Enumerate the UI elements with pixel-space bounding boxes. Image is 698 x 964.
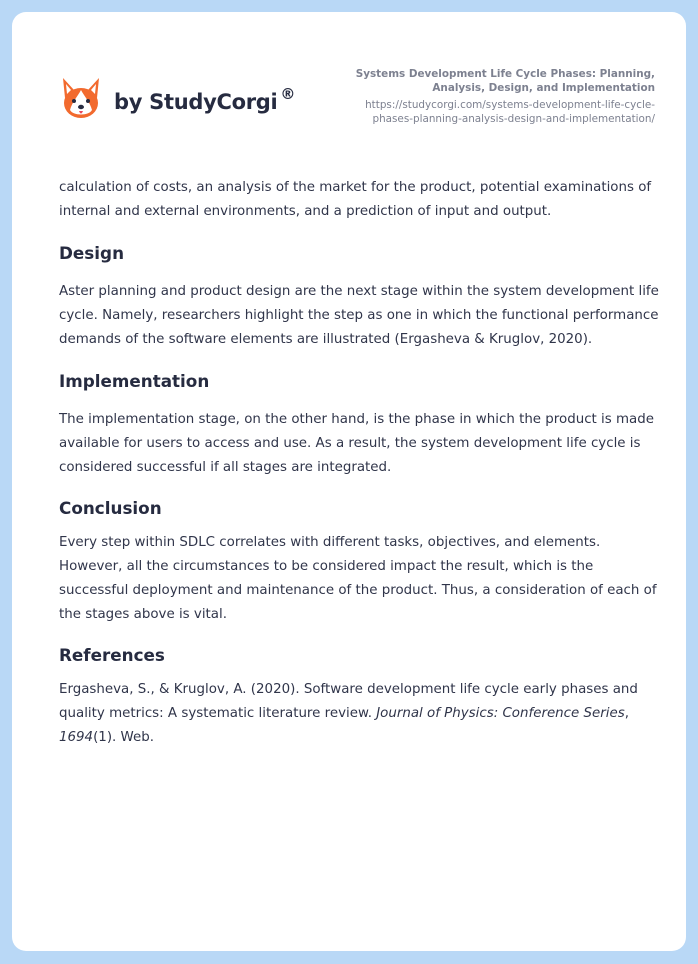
section-heading-references: References: [59, 645, 165, 665]
document-title: Systems Development Life Cycle Phases: Planning, Analysis, Design, and Implementation: [355, 68, 655, 94]
reference-volume: 1694: [59, 730, 94, 745]
section-paragraph-implementation: The implementation stage, on the other hand, is the phase in which the product is made available for users to access and use. As a result, the system development life cycle is considered successful if all stages are integrated.: [59, 412, 655, 475]
section-paragraph-conclusion: Every step within SDLC correlates with different tasks, objectives, and elements. However, all the circumstances to be considered impact the result, which is the successful deployment and maintenance of the product. Thus, a consideration of each of the stages above is vital.: [59, 535, 657, 622]
intro-paragraph: calculation of costs, an analysis of the market for the product, potential examinations of internal and external environments, and a prediction of input and output.: [59, 180, 652, 219]
reference-separator: ,: [624, 706, 629, 721]
section-heading-conclusion: Conclusion: [59, 498, 162, 518]
studycorgi-logo[interactable]: [60, 76, 295, 122]
document-meta: [325, 67, 655, 126]
reference-entry: [59, 678, 659, 750]
corgi-icon: [60, 76, 102, 122]
document-page: [12, 12, 686, 951]
section-heading-design: Design: [59, 243, 125, 263]
document-url[interactable]: https://studycorgi.com/systems-development-life-cycle-phases-planning-analysis-design-and-implementation/: [365, 99, 655, 125]
section-heading-implementation: Implementation: [59, 371, 210, 391]
registered-mark: ®: [280, 85, 296, 103]
section-paragraph-design: Aster planning and product design are the next stage within the system development life cycle. Namely, researchers highlight the step as one in which the functional performance demands of the software elements are illustrated (Ergasheva & Kruglov, 2020).: [59, 284, 659, 347]
reference-authors: Ergasheva, S., & Kruglov, A. (2020). Software development life cycle early phases and quality metrics: A systematic literature review.: [59, 682, 638, 721]
document-body: [59, 176, 659, 750]
reference-journal: Journal of Physics: Conference Series: [376, 706, 625, 721]
logo-text: by StudyCorgi ®: [114, 85, 296, 114]
reference-issue: (1). Web.: [93, 730, 155, 745]
